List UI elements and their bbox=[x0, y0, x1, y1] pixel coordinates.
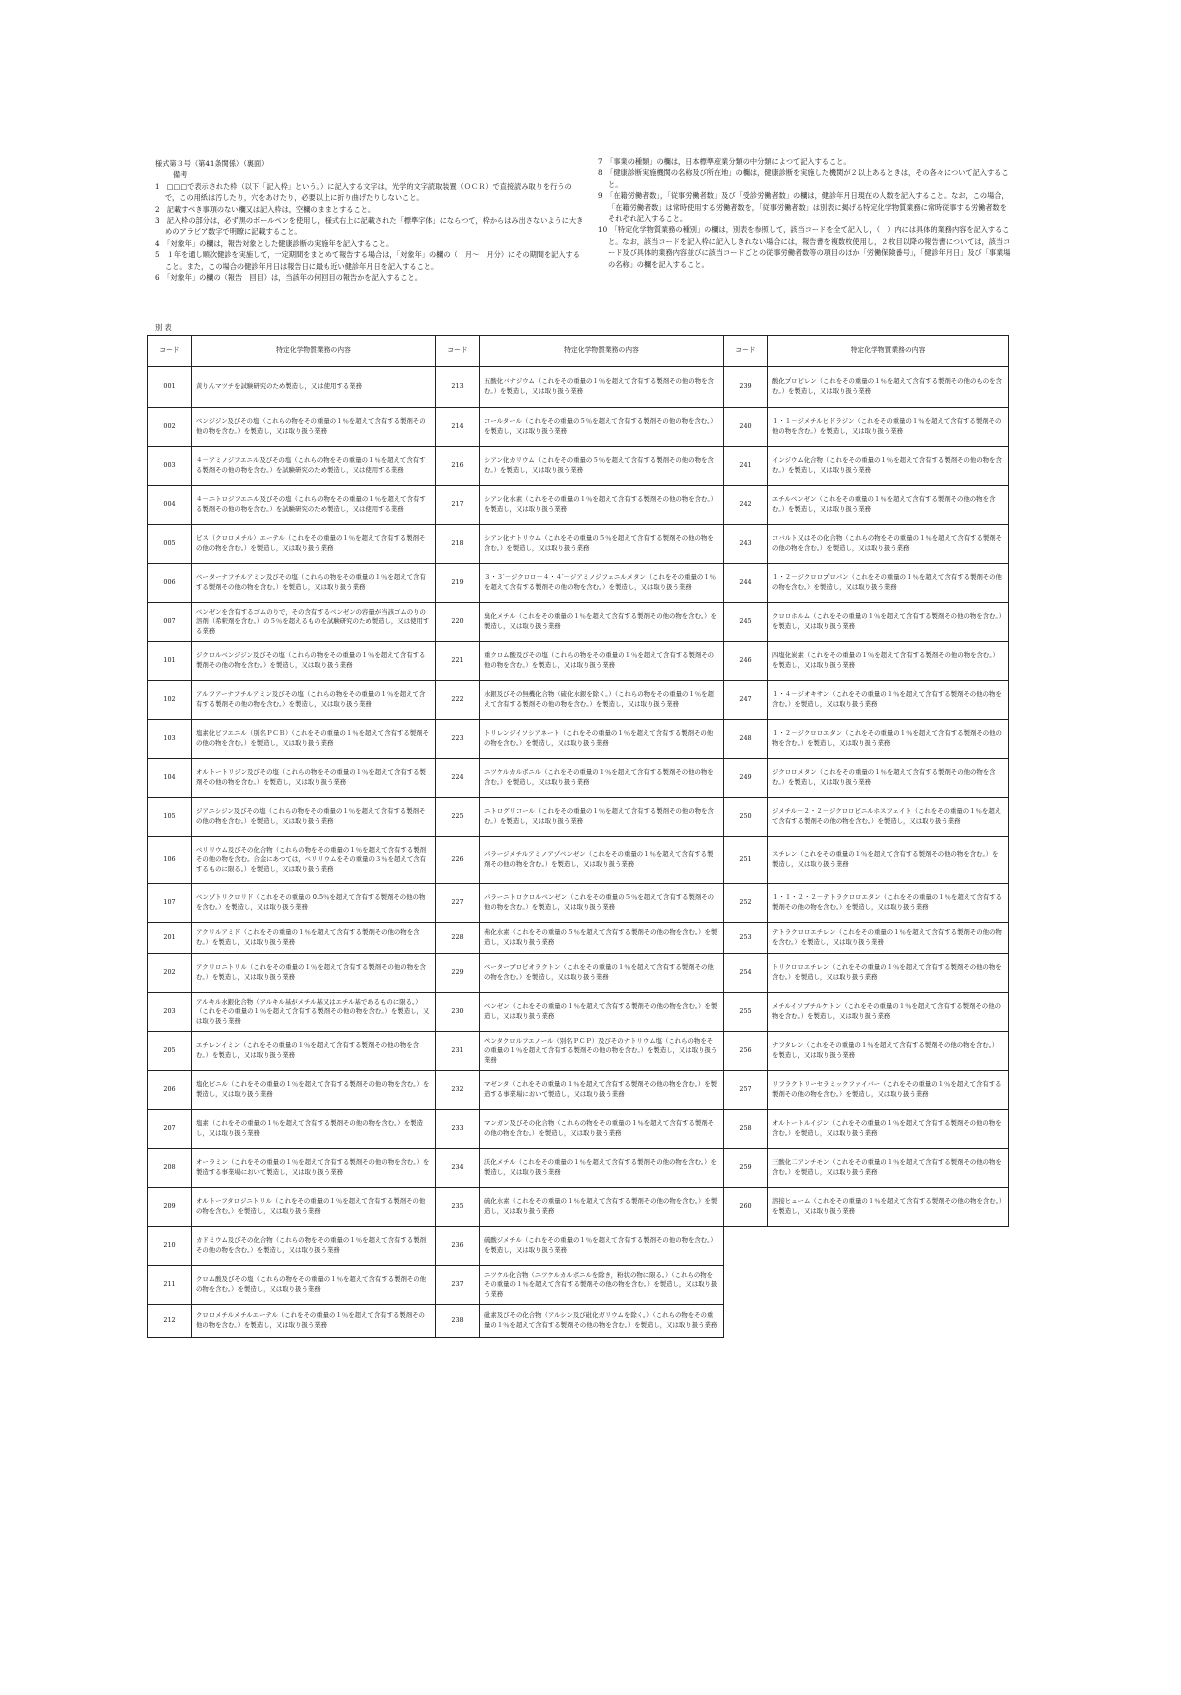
table-row bbox=[148, 923, 1009, 954]
notes-left bbox=[155, 158, 585, 283]
code-cell: 252 bbox=[724, 884, 768, 923]
content-cell: トリレンジイソシアネート（これをその重量の１％を超えて含有する製剤その他の物を含む。）を製造し，又は取り扱う業務 bbox=[480, 720, 724, 759]
table-row bbox=[148, 1032, 1009, 1071]
code-cell: 205 bbox=[148, 1032, 192, 1071]
content-cell: リフラクトリーセラミックファイバー（これをその重量の１％を超えて含有する製剤その他の物を含む。）を製造し，又は取り扱う業務 bbox=[768, 1071, 1009, 1110]
notes-right bbox=[598, 156, 1011, 270]
code-cell: 005 bbox=[148, 525, 192, 564]
code-cell: 259 bbox=[724, 1149, 768, 1188]
code-cell: 002 bbox=[148, 408, 192, 447]
code-cell: 006 bbox=[148, 564, 192, 603]
code-cell: 107 bbox=[148, 884, 192, 923]
content-cell: テトラクロロエチレン（これをその重量の１％を超えて含有する製剤その他の物を含む。）を製造し，又は取り扱う業務 bbox=[768, 923, 1009, 954]
code-cell: 212 bbox=[148, 1305, 192, 1338]
content-cell: ベンゼン（これをその重量の１％を超えて含有する製剤その他の物を含む。）を製造し，又は取り扱う業務 bbox=[480, 993, 724, 1032]
table-row bbox=[148, 720, 1009, 759]
note-item: 8 「健康診断実施機関の名称及び所在地」の欄は，健康診断を実施した機関が２以上あるときは，その各々について記入すること。 bbox=[598, 168, 1009, 189]
code-cell: 223 bbox=[436, 720, 480, 759]
content-cell: 水銀及びその無機化合物（硫化水銀を除く。）（これらの物をその重量の１％を超えて含有する製剤その他の物を含む。）を製造し，又は取り扱う業務 bbox=[480, 681, 724, 720]
table-row bbox=[148, 837, 1009, 884]
code-cell: 206 bbox=[148, 1071, 192, 1110]
code-cell: 248 bbox=[724, 720, 768, 759]
content-cell: トリクロロエチレン（これをその重量の１％を超えて含有する製剤その他の物を含む。）を製造し，又は取り扱う業務 bbox=[768, 954, 1009, 993]
code-cell: 102 bbox=[148, 681, 192, 720]
content-cell: ニツケル化合物（ニツケルカルボニルを除き，粉状の物に限る。）（これらの物をその重量の１％を超えて含有する製剤その他の物を含む。）を製造し，又は取り扱う業務 bbox=[480, 1266, 724, 1305]
code-cell: 203 bbox=[148, 993, 192, 1032]
content-cell: ベーターブロピオラクトン（これをその重量の１％を超えて含有する製剤その他の物を含む。）を製造し，又は取り扱う業務 bbox=[480, 954, 724, 993]
code-cell: 230 bbox=[436, 993, 480, 1032]
table-row bbox=[148, 759, 1009, 798]
content-header: 特定化学物質業務の内容 bbox=[768, 336, 1009, 367]
table-row bbox=[148, 1227, 1009, 1266]
code-header: コード bbox=[436, 336, 480, 367]
table-row bbox=[148, 884, 1009, 923]
note-item: 2 記載すべき事項のない欄又は記入枠は，空欄のままとすること。 bbox=[155, 204, 376, 214]
code-cell: 249 bbox=[724, 759, 768, 798]
content-cell: １・１・２・２－テトラクロロエタン（これをその重量の１％を超えて含有する製剤その他の物を含む。）を製造し，又は取り扱う業務 bbox=[768, 884, 1009, 923]
content-cell: ベンゼンを含有するゴムのりで，その含有するベンゼンの容量が当該ゴムのりの溶剤（希釈剤を含む。）の５％を超えるものを試験研究のため製造し，又は使用する業務 bbox=[192, 603, 436, 642]
code-cell: 258 bbox=[724, 1110, 768, 1149]
content-cell: シアン化カリウム（これをその重量の５％を超えて含有する製剤その他の物を含む。）を製造し，又は取り扱う業務 bbox=[480, 447, 724, 486]
code-cell: 201 bbox=[148, 923, 192, 954]
content-cell: ニツケルカルボニル（これをその重量の１％を超えて含有する製剤その他の物を含む。）を製造し，又は取り扱う業務 bbox=[480, 759, 724, 798]
content-cell: カドミウム及びその化合物（これらの物をその重量の１％を超えて含有する製剤その他の物を含む。）を製造し，又は取り扱う業務 bbox=[192, 1227, 436, 1266]
table-row bbox=[148, 1110, 1009, 1149]
table-row bbox=[148, 408, 1009, 447]
content-cell: シアン化水素（これをその重量の１％を超えて含有する製剤その他の物を含む。）を製造し，又は取り扱う業務 bbox=[480, 486, 724, 525]
code-cell: 210 bbox=[148, 1227, 192, 1266]
code-cell: 216 bbox=[436, 447, 480, 486]
content-cell: ４－アミノジフエニル及びその塩（これらの物をその重量の１％を超えて含有する製剤その他の物を含む。）を試験研究のため製造し，又は使用する業務 bbox=[192, 447, 436, 486]
content-cell: ベーターナフチルアミン及びその塩（これらの物をその重量の１％を超えて含有する製剤その他の物を含む。）を製造し，又は取り扱う業務 bbox=[192, 564, 436, 603]
note-item: 3 記入枠の部分は，必ず黒のボールペンを使用し，様式右上に記載された「標準字体」にならつて，枠からはみ出さないように大きめのアラビア数字で明瞭に記載すること。 bbox=[155, 216, 584, 237]
content-cell: パラージメチルアミノアゾベンゼン（これをその重量の１％を超えて含有する製剤その他の物を含む。）を製造し，又は取り扱う業務 bbox=[480, 837, 724, 884]
content-cell: マゼンタ（これをその重量の１％を超えて含有する製剤その他の物を含む。）を製造する事業場において製造し，又は取り扱う業務 bbox=[480, 1071, 724, 1110]
table-header-row bbox=[148, 336, 1009, 367]
content-cell: 酸化プロピレン（これをその重量の１％を超えて含有する製剤その他のものを含む。）を製造し，又は取り扱う業務 bbox=[768, 367, 1009, 408]
code-cell: 244 bbox=[724, 564, 768, 603]
code-cell: 237 bbox=[436, 1266, 480, 1305]
code-cell: 103 bbox=[148, 720, 192, 759]
content-cell: オーラミン（これをその重量の１％を超えて含有する製剤その他の物を含む。）を製造する事業場において製造し，又は取り扱う業務 bbox=[192, 1149, 436, 1188]
code-cell: 105 bbox=[148, 798, 192, 837]
content-cell: マンガン及びその化合物（これらの物をその重量の１％を超えて含有する製剤その他の物を含む。）を製造し，又は取り扱う業務 bbox=[480, 1110, 724, 1149]
note-item: 7 「事業の種類」の欄は，日本標準産業分類の中分類によつて記入すること。 bbox=[598, 157, 851, 166]
table-row bbox=[148, 1266, 1009, 1305]
code-cell: 227 bbox=[436, 884, 480, 923]
note-item: 10 「特定化学物質業務の種別」の欄は，別表を参照して，該当コードを全て記入し，（ ）内には具体的業務内容を記入すること。なお，該当コードを記入枠に記入しきれない場合には，報告書を複数枚使用し，２枚目以降の報告書については，該当コード及び具体的業務内容並びに該当コードごとの従事労働者数等の項目のほか「労働保険番号」，「健診年月日」及び「事業場の名称」の欄を記入すること。 bbox=[598, 225, 1011, 269]
code-cell: 208 bbox=[148, 1149, 192, 1188]
content-cell: ４－ニトロジフエニル及びその塩（これらの物をその重量の１％を超えて含有する製剤その他の物を含む。）を試験研究のため製造し，又は使用する業務 bbox=[192, 486, 436, 525]
code-cell: 246 bbox=[724, 642, 768, 681]
code-cell: 219 bbox=[436, 564, 480, 603]
content-cell: ナフタレン（これをその重量の１％を超えて含有する製剤その他の物を含む。）を製造し，又は取り扱う業務 bbox=[768, 1032, 1009, 1071]
code-cell: 256 bbox=[724, 1032, 768, 1071]
code-cell: 236 bbox=[436, 1227, 480, 1266]
note-item: 9 「在籍労働者数」，「従事労働者数」及び「受診労働者数」の欄は，健診年月日現在の人数を記入すること。なお，この場合，「在籍労働者数」は常時使用する労働者数を，「従事労働者数」は別表に掲げる特定化学物質業務に常時従事する労働者数をそれぞれ記入すること。 bbox=[598, 191, 1009, 224]
code-header: コード bbox=[148, 336, 192, 367]
code-cell: 235 bbox=[436, 1188, 480, 1227]
code-cell: 260 bbox=[724, 1188, 768, 1227]
content-cell: ベンゾトリクロリド（これをその重量の 0.5％を超えて含有する製剤その他の物を含む。）を製造し，又は取り扱う業務 bbox=[192, 884, 436, 923]
table-row bbox=[148, 993, 1009, 1032]
content-cell: クロロホルム（これをその重量の１％を超えて含有する製剤その他の物を含む。）を製造し，又は取り扱う業務 bbox=[768, 603, 1009, 642]
code-cell: 226 bbox=[436, 837, 480, 884]
code-cell: 234 bbox=[436, 1149, 480, 1188]
code-cell: 242 bbox=[724, 486, 768, 525]
content-cell: 溶接ヒューム（これをその重量の１％を超えて含有する製剤その他の物を含む。）を製造し，又は取り扱う業務 bbox=[768, 1188, 1009, 1227]
content-cell: 黄りんマツチを試験研究のため製造し，又は使用する業務 bbox=[192, 367, 436, 408]
content-cell: 四塩化炭素（これをその重量の１％を超えて含有する製剤その他の物を含む。）を製造し，又は取り扱う業務 bbox=[768, 642, 1009, 681]
code-cell: 229 bbox=[436, 954, 480, 993]
form-title: 様式第３号（第41条関係）（裏面） bbox=[155, 159, 269, 168]
content-cell: エチルベンゼン（これをその重量の１％を超えて含有する製剤その他の物を含む。）を製造し，又は取り扱う業務 bbox=[768, 486, 1009, 525]
code-cell: 104 bbox=[148, 759, 192, 798]
content-cell: 弗化水素（これをその重量の５％を超えて含有する製剤その他の物を含む。）を製造し，又は取り扱う業務 bbox=[480, 923, 724, 954]
table-row bbox=[148, 486, 1009, 525]
content-cell: ジアニシジン及びその塩（これらの物をその重量の１％を超えて含有する製剤その他の物を含む。）を製造し，又は取り扱う業務 bbox=[192, 798, 436, 837]
table-row bbox=[148, 603, 1009, 642]
note-item: 4 「対象年」の欄は，報告対象とした健康診断の実施年を記入すること。 bbox=[155, 238, 394, 248]
code-cell: 207 bbox=[148, 1110, 192, 1149]
content-cell: オルトートリジン及びその塩（これらの物をその重量の１％を超えて含有する製剤その他の物を含む。）を製造し，又は取り扱う業務 bbox=[192, 759, 436, 798]
code-cell: 007 bbox=[148, 603, 192, 642]
code-cell: 202 bbox=[148, 954, 192, 993]
code-cell: 211 bbox=[148, 1266, 192, 1305]
code-cell: 254 bbox=[724, 954, 768, 993]
content-cell: コールタール（これをその重量の５％を超えて含有する製剤その他の物を含む。）を製造し，又は取り扱う業務 bbox=[480, 408, 724, 447]
code-cell: 101 bbox=[148, 642, 192, 681]
code-cell: 214 bbox=[436, 408, 480, 447]
code-cell: 257 bbox=[724, 1071, 768, 1110]
note-item: 5 １年を通し順次健診を実施して，一定期間をまとめて報告する場合は，「対象年」の欄の（ 月～ 月分）にその期間を記入すること。また，この場合の健診年月日は報告日に最も近い健診年月日を記入すること。 bbox=[155, 250, 580, 271]
content-cell: クロロメチルメチルエーテル（これをその重量の１％を超えて含有する製剤その他の物を含む。）を製造し，又は取り扱う業務 bbox=[192, 1305, 436, 1338]
content-cell: 重クロム酸及びその塩（これらの物をその重量の１％を超えて含有する製剤その他の物を含む。）を製造し，又は取り扱う業務 bbox=[480, 642, 724, 681]
table-row bbox=[148, 681, 1009, 720]
content-cell: パラーニトロクロルベンゼン（これをその重量の５％を超えて含有する製剤その他の物を含む。）を製造し，又は取り扱う業務 bbox=[480, 884, 724, 923]
code-cell: 233 bbox=[436, 1110, 480, 1149]
content-cell: アルフアーナフチルアミン及びその塩（これらの物をその重量の１％を超えて含有する製剤その他の物を含む。）を製造し，又は取り扱う業務 bbox=[192, 681, 436, 720]
code-cell: 221 bbox=[436, 642, 480, 681]
content-cell: ジクロロメタン（これをその重量の１％を超えて含有する製剤その他の物を含む。）を製造し，又は取り扱う業務 bbox=[768, 759, 1009, 798]
table-caption: 別 表 bbox=[155, 323, 172, 332]
table-row bbox=[148, 1071, 1009, 1110]
content-cell: 硫酸ジメチル（これをその重量の１％を超えて含有する製剤その他の物を含む。）を製造し，又は取り扱う業務 bbox=[480, 1227, 724, 1266]
code-cell: 247 bbox=[724, 681, 768, 720]
code-cell: 238 bbox=[436, 1305, 480, 1338]
code-cell: 228 bbox=[436, 923, 480, 954]
content-cell: アクリルアミド（これをその重量の１％を超えて含有する製剤その他の物を含む。）を製造し，又は取り扱う業務 bbox=[192, 923, 436, 954]
code-cell: 253 bbox=[724, 923, 768, 954]
content-header: 特定化学物質業務の内容 bbox=[192, 336, 436, 367]
table-row bbox=[148, 447, 1009, 486]
content-cell: アルキル水銀化合物（アルキル基がメチル基又はエチル基であるものに限る。）（これをその重量の１％を超えて含有する製剤その他の物を含む。）を製造し，又は取り扱う業務 bbox=[192, 993, 436, 1032]
content-cell: ベリリウム及びその化合物（これらの物をその重量の１％を超えて含有する製剤その他の物を含む。合金にあつては，ベリリウムをその重量の３％を超えて含有するものに限る。）を製造し，又は取り扱う業務 bbox=[192, 837, 436, 884]
content-cell: シアン化ナトリウム（これをその重量の５％を超えて含有する製剤その他の物を含む。）を製造し，又は取り扱う業務 bbox=[480, 525, 724, 564]
content-cell: ベンジジン及びその塩（これらの物をその重量の１％を超えて含有する製剤その他の物を含む。）を製造し，又は取り扱う業務 bbox=[192, 408, 436, 447]
notes-heading: 備考 bbox=[173, 170, 188, 180]
content-cell: 塩化ビニル（これをその重量の１％を超えて含有する製剤その他の物を含む。）を製造し，又は取り扱う業務 bbox=[192, 1071, 436, 1110]
code-cell: 239 bbox=[724, 367, 768, 408]
code-cell: 245 bbox=[724, 603, 768, 642]
content-header: 特定化学物質業務の内容 bbox=[480, 336, 724, 367]
code-cell: 209 bbox=[148, 1188, 192, 1227]
table-row bbox=[148, 642, 1009, 681]
table-row bbox=[148, 954, 1009, 993]
note-item: 1 □□□で表示された枠（以下「記入枠」という。）に記入する文字は，光学的文字読取装置（ＯＣＲ）で直接読み取りを行うので，この用紙は汚したり，穴をあけたり，必要以上に折り曲げたりしないこと。 bbox=[155, 181, 572, 203]
empty-cell bbox=[724, 1305, 1009, 1338]
code-cell: 250 bbox=[724, 798, 768, 837]
content-cell: コバルト又はその化合物（これらの物をその重量の１％を超えて含有する製剤その他の物を含む。）を製造し，又は取り扱う業務 bbox=[768, 525, 1009, 564]
table-row bbox=[148, 564, 1009, 603]
content-cell: ジクロルベンジジン及びその塩（これらの物をその重量の１％を超えて含有する製剤その他の物を含む。）を製造し，又は取り扱う業務 bbox=[192, 642, 436, 681]
table-row bbox=[148, 525, 1009, 564]
content-cell: １・１－ジメチルヒドラジン（これをその重量の１％を超えて含有する製剤その他の物を含む。）を製造し，又は取り扱う業務 bbox=[768, 408, 1009, 447]
code-header: コード bbox=[724, 336, 768, 367]
content-cell: オルトートルイジン（これをその重量の１％を超えて含有する製剤その他の物を含む。）を製造し，又は取り扱う業務 bbox=[768, 1110, 1009, 1149]
code-cell: 220 bbox=[436, 603, 480, 642]
content-cell: １・４－ジオキサン（これをその重量の１％を超えて含有する製剤その他の物を含む。）を製造し，又は取り扱う業務 bbox=[768, 681, 1009, 720]
table-row bbox=[148, 798, 1009, 837]
content-cell: 砒素及びその化合物（アルシン及び砒化ガリウムを除く。）（これらの物をその重量の１％を超えて含有する製剤その他の物を含む。）を製造し，又は取り扱う業務 bbox=[480, 1305, 724, 1338]
content-cell: １・２－ジクロロプロパン（これをその重量の１％を超えて含有する製剤その他の物を含む。）を製造し，又は取り扱う業務 bbox=[768, 564, 1009, 603]
content-cell: 沃化メチル（これをその重量の１％を超えて含有する製剤その他の物を含む。）を製造し，又は取り扱う業務 bbox=[480, 1149, 724, 1188]
code-cell: 241 bbox=[724, 447, 768, 486]
code-cell: 243 bbox=[724, 525, 768, 564]
code-cell: 224 bbox=[436, 759, 480, 798]
code-cell: 217 bbox=[436, 486, 480, 525]
code-cell: 231 bbox=[436, 1032, 480, 1071]
table-body bbox=[148, 367, 1009, 1338]
code-cell: 232 bbox=[436, 1071, 480, 1110]
content-cell: 硫化水素（これをその重量の１％を超えて含有する製剤その他の物を含む。）を製造し，又は取り扱う業務 bbox=[480, 1188, 724, 1227]
content-cell: 塩素化ビフエニル（別名ＰＣＢ）（これをその重量の１％を超えて含有する製剤その他の物を含む。）を製造し，又は取り扱う業務 bbox=[192, 720, 436, 759]
code-cell: 222 bbox=[436, 681, 480, 720]
content-cell: 塩素（これをその重量の１％を超えて含有する製剤その他の物を含む。）を製造し，又は取り扱う業務 bbox=[192, 1110, 436, 1149]
content-cell: オルトーフタロジニトリル（これをその重量の１％を超えて含有する製剤その他の物を含む。）を製造し，又は取り扱う業務 bbox=[192, 1188, 436, 1227]
content-cell: ペンタクロルフエノール（別名ＰＣＰ）及びそのナトリウム塩（これらの物をその重量の１％を超えて含有する製剤その他の物を含む。）を製造し，又は取り扱う業務 bbox=[480, 1032, 724, 1071]
table-row bbox=[148, 367, 1009, 408]
content-cell: 三酸化二アンチモン（これをその重量の１％を超えて含有する製剤その他の物を含む。）を製造し，又は取り扱う業務 bbox=[768, 1149, 1009, 1188]
code-cell: 251 bbox=[724, 837, 768, 884]
content-cell: ニトログリコール（これをその重量の１％を超えて含有する製剤その他の物を含む。）を製造し，又は取り扱う業務 bbox=[480, 798, 724, 837]
empty-cell bbox=[724, 1266, 1009, 1305]
code-cell: 213 bbox=[436, 367, 480, 408]
content-cell: ３・３′－ジクロロ－４・４′－ジアミノジフェニルメタン（これをその重量の１％を超えて含有する製剤その他の物を含む。）を製造し，又は取り扱う業務 bbox=[480, 564, 724, 603]
code-cell: 004 bbox=[148, 486, 192, 525]
code-cell: 255 bbox=[724, 993, 768, 1032]
chemical-code-table bbox=[147, 335, 1009, 1338]
code-cell: 001 bbox=[148, 367, 192, 408]
content-cell: クロム酸及びその塩（これらの物をその重量の１％を超えて含有する製剤その他の物を含む。）を製造し，又は取り扱う業務 bbox=[192, 1266, 436, 1305]
content-cell: 臭化メチル（これをその重量の１％を超えて含有する製剤その他の物を含む。）を製造し，又は取り扱う業務 bbox=[480, 603, 724, 642]
empty-cell bbox=[724, 1227, 1009, 1266]
code-cell: 240 bbox=[724, 408, 768, 447]
content-cell: アクリロニトリル（これをその重量の１％を超えて含有する製剤その他の物を含む。）を製造し，又は取り扱う業務 bbox=[192, 954, 436, 993]
content-cell: インジウム化合物（これをその重量の１％を超えて含有する製剤その他の物を含む。）を製造し，又は取り扱う業務 bbox=[768, 447, 1009, 486]
code-cell: 218 bbox=[436, 525, 480, 564]
content-cell: スチレン（これをその重量の１％を超えて含有する製剤その他の物を含む。）を製造し，又は取り扱う業務 bbox=[768, 837, 1009, 884]
code-cell: 106 bbox=[148, 837, 192, 884]
content-cell: ジメチル－２・２－ジクロロビニルホスフェイト（これをその重量の１％を超えて含有する製剤その他の物を含む。）を製造し，又は取り扱う業務 bbox=[768, 798, 1009, 837]
content-cell: ビス（クロロメチル）エーテル（これをその重量の１％を超えて含有する製剤その他の物を含む。）を製造し，又は取り扱う業務 bbox=[192, 525, 436, 564]
note-item: 6 「対象年」の欄の（報告 回目）は，当該年の何回目の報告かを記入すること。 bbox=[155, 273, 422, 283]
code-cell: 003 bbox=[148, 447, 192, 486]
code-cell: 225 bbox=[436, 798, 480, 837]
content-cell: メチルイソブチルケトン（これをその重量の１％を超えて含有する製剤その他の物を含む。）を製造し，又は取り扱う業務 bbox=[768, 993, 1009, 1032]
table-row bbox=[148, 1305, 1009, 1338]
content-cell: １・２－ジクロロエタン（これをその重量の１％を超えて含有する製剤その他の物を含む。）を製造し，又は取り扱う業務 bbox=[768, 720, 1009, 759]
table-row bbox=[148, 1149, 1009, 1188]
content-cell: 五酸化バナジウム（これをその重量の１％を超えて含有する製剤その他の物を含む。）を製造し，又は取り扱う業務 bbox=[480, 367, 724, 408]
table-row bbox=[148, 1188, 1009, 1227]
content-cell: エチレンイミン（これをその重量の１％を超えて含有する製剤その他の物を含む。）を製造し，又は取り扱う業務 bbox=[192, 1032, 436, 1071]
